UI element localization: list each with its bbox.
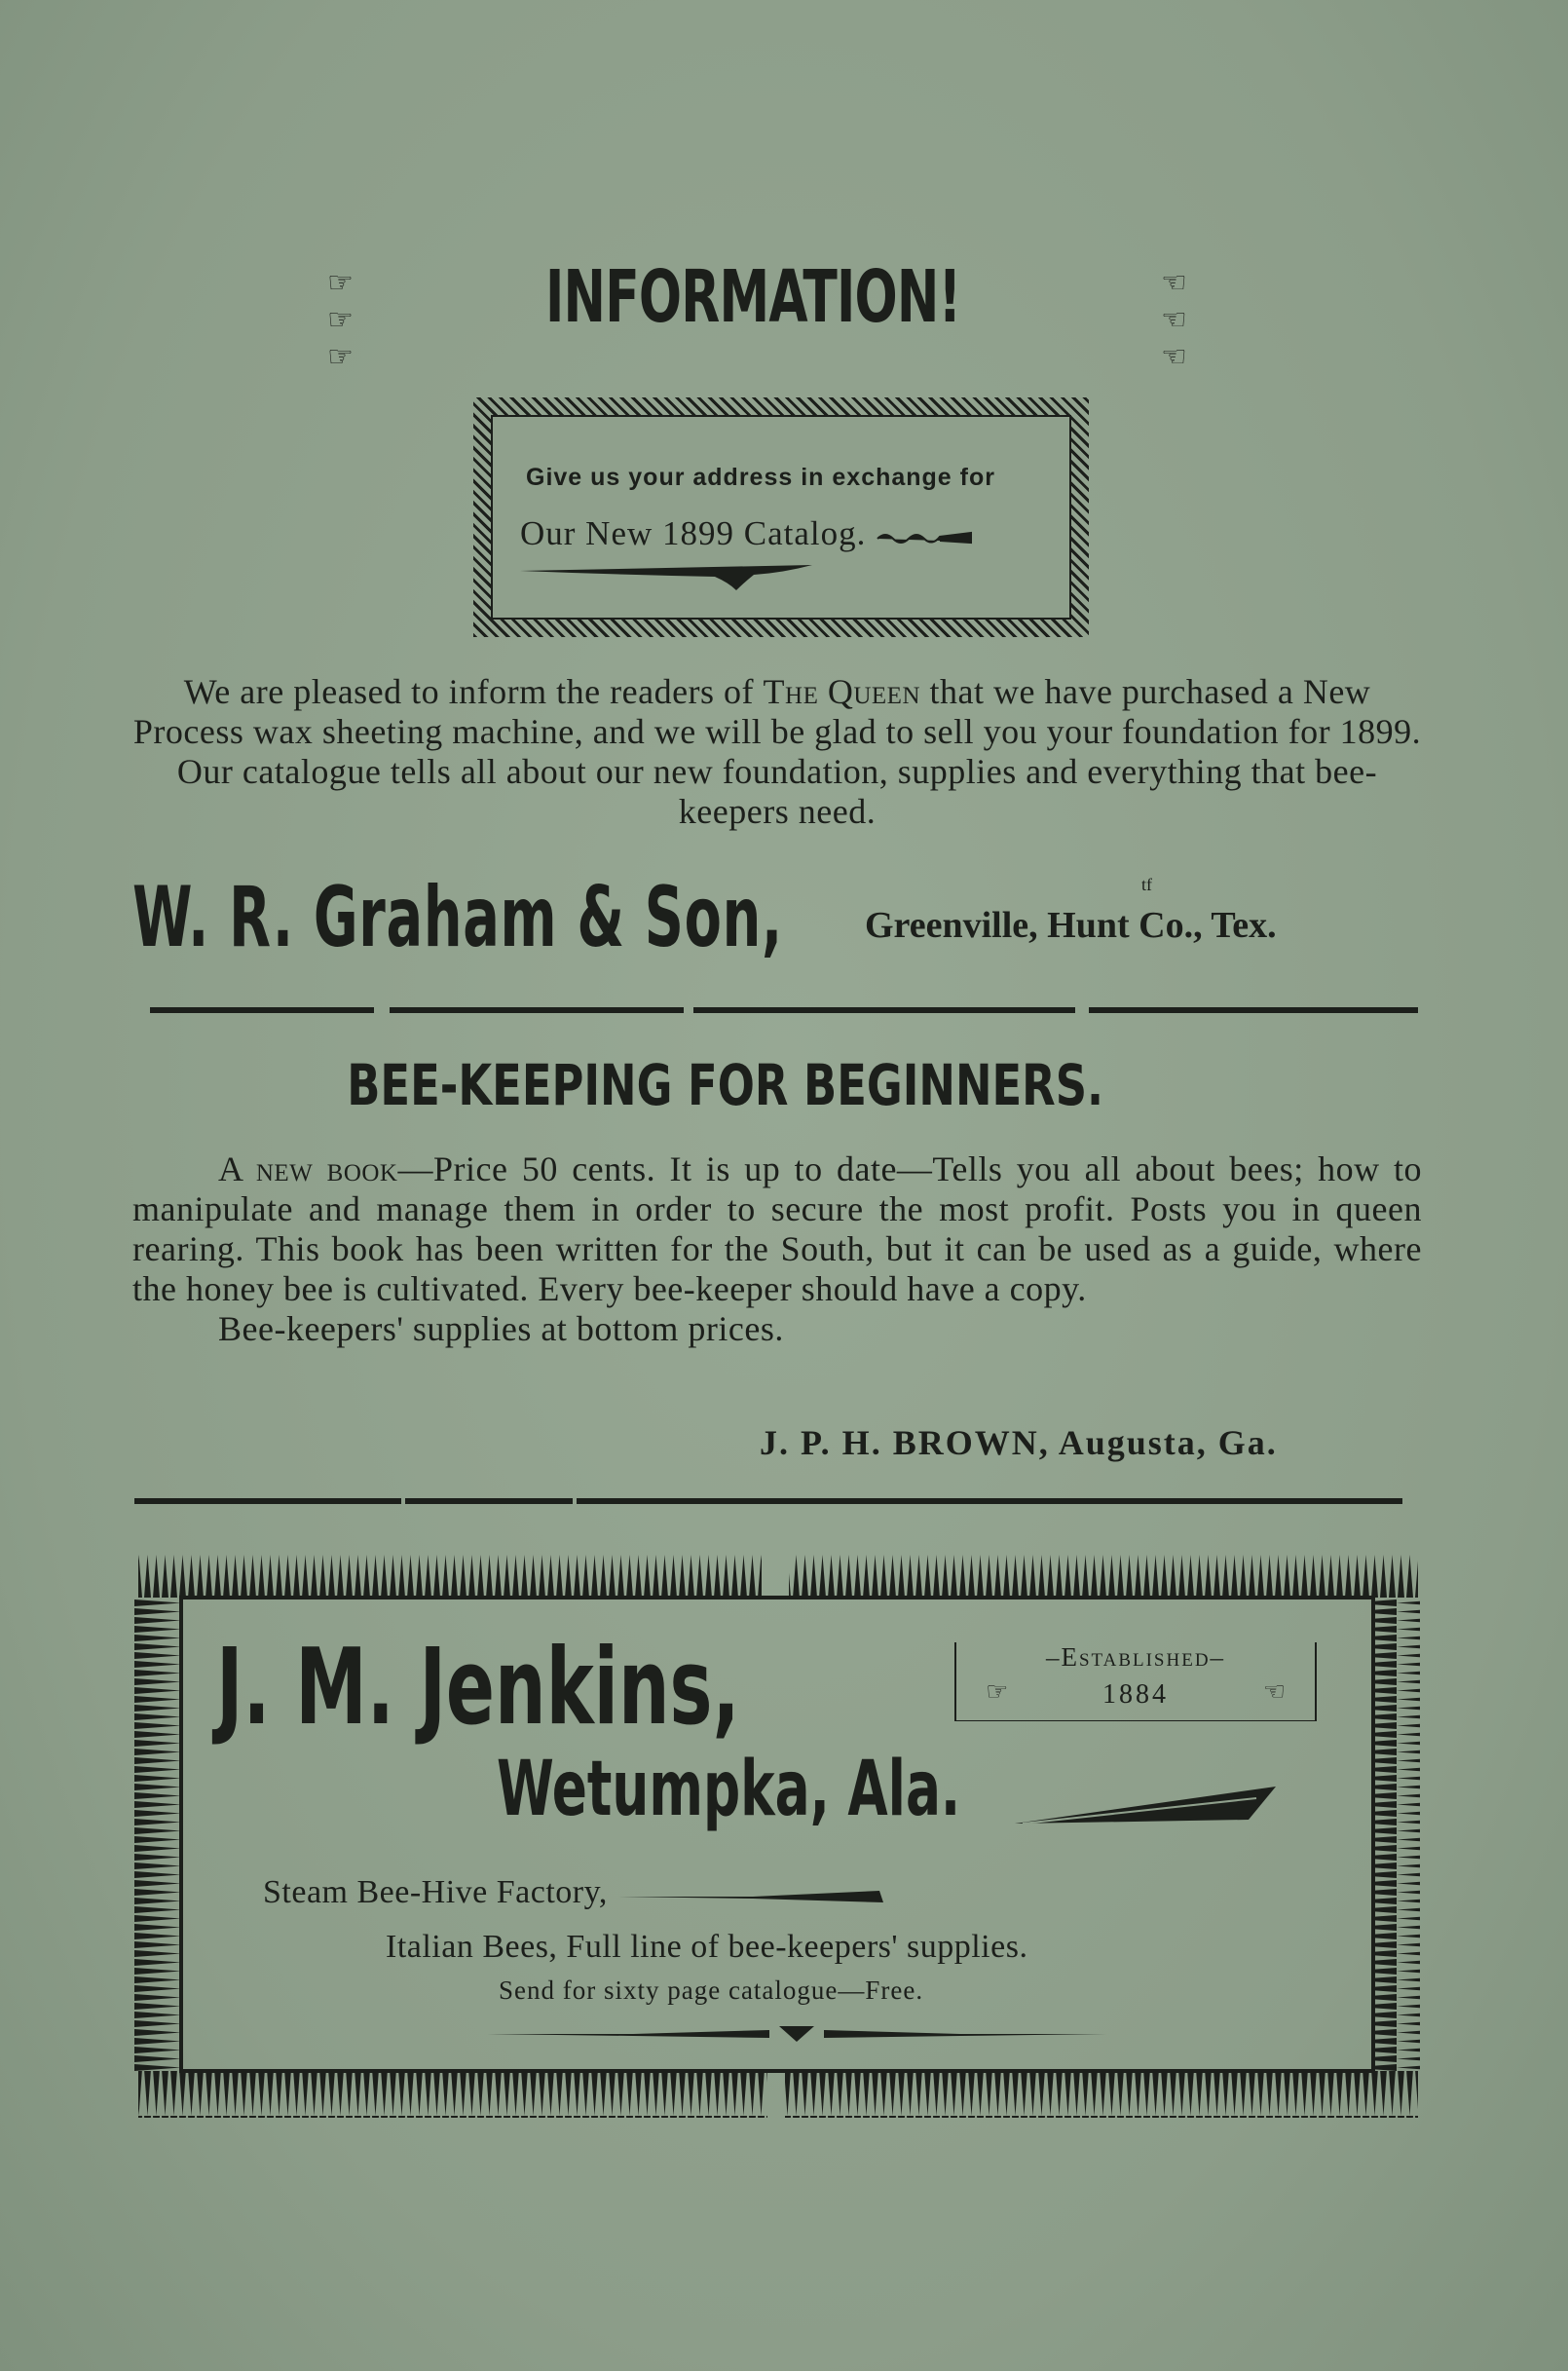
jenkins-factory-line	[263, 1874, 889, 1911]
information-title: INFORMATION!	[545, 255, 961, 339]
information-body	[132, 672, 1422, 832]
jenkins-supplies-line: Italian Bees, Full line of bee-keepers' supplies.	[386, 1929, 1028, 1965]
jenkins-city: Wetumpka, Ala.	[497, 1746, 961, 1833]
divider-rule	[134, 1498, 401, 1504]
swash-flourish-icon	[520, 561, 832, 600]
catalog-year-text: Our New 1899 Catalog.	[520, 514, 867, 552]
journal-name: The Queen	[763, 672, 920, 711]
factory-text: Steam Bee-Hive Factory,	[263, 1874, 608, 1910]
ornament-rule-icon	[487, 2022, 1106, 2046]
catalog-offer-line: Give us your address in exchange for	[526, 464, 995, 491]
beekeeping-lead: A new book	[218, 1149, 398, 1188]
pointing-hand-right-icon: ☞	[986, 1677, 1009, 1707]
divider-rule	[150, 1007, 374, 1013]
pointing-hand-right-icon: ☞	[327, 266, 354, 300]
beekeeping-text: —Price 50 cents. It is up to date—Tells you all about bees; how to manipulate and manage them in order to secure the most profit. Posts you in queen rearing. This book has been written for the South, but it can be used as a guide, where the honey bee is cultivated. Every bee-keeper should have a copy.	[132, 1149, 1422, 1308]
established-box	[954, 1642, 1317, 1721]
jenkins-name: J. M. Jenkins,	[216, 1627, 740, 1749]
pointing-hand-left-icon: ☜	[1161, 303, 1187, 337]
body-text-part1: We are pleased to inform the readers of	[183, 672, 755, 711]
beekeeping-supplies-line: Bee-keepers' supplies at bottom prices.	[218, 1309, 784, 1348]
established-label: –Established–	[1045, 1642, 1226, 1672]
divider-rule	[577, 1498, 1402, 1504]
pointing-hand-left-icon: ☜	[1161, 340, 1187, 374]
divider-rule	[1089, 1007, 1418, 1013]
divider-rule	[390, 1007, 684, 1013]
beekeeping-paragraph	[132, 1149, 1422, 1309]
pointing-hand-left-icon: ☜	[1262, 1677, 1286, 1707]
rule-flourish-icon	[616, 1885, 889, 1904]
beekeeping-signature: J. P. H. BROWN, Augusta, Ga.	[760, 1423, 1278, 1462]
pointing-hand-right-icon: ☞	[327, 303, 354, 337]
pointing-hands-right-group	[1161, 267, 1187, 374]
catalog-offer-box	[473, 397, 1089, 637]
body-text-part2: that we have purchased a New Process wax sheeting machine, and we will be glad to sell you your foundation for 1899. Our catalogue tells all about our new foundation, supplies and everything that bee-keepers need.	[132, 672, 1422, 831]
pointing-hand-left-icon: ☜	[1161, 266, 1187, 300]
catalog-year-line	[520, 514, 973, 553]
squiggle-flourish-icon	[876, 527, 973, 546]
tf-mark: tf	[1141, 875, 1152, 894]
divider-rule	[405, 1498, 573, 1504]
established-year: 1884	[1102, 1679, 1169, 1710]
pointing-hands-left-group	[327, 267, 354, 374]
beekeeping-title: BEE-KEEPING FOR BEGINNERS.	[347, 1052, 1104, 1118]
pointing-hand-right-icon: ☞	[327, 340, 354, 374]
jenkins-catalogue-line: Send for sixty page catalogue—Free.	[499, 1976, 924, 2005]
firm-address: Greenville, Hunt Co., Tex.	[865, 905, 1277, 946]
divider-rule	[693, 1007, 1075, 1013]
firm-name: W. R. Graham & Son,	[132, 869, 783, 966]
beekeeping-body	[132, 1149, 1422, 1349]
swash-flourish-icon	[1013, 1785, 1282, 1831]
